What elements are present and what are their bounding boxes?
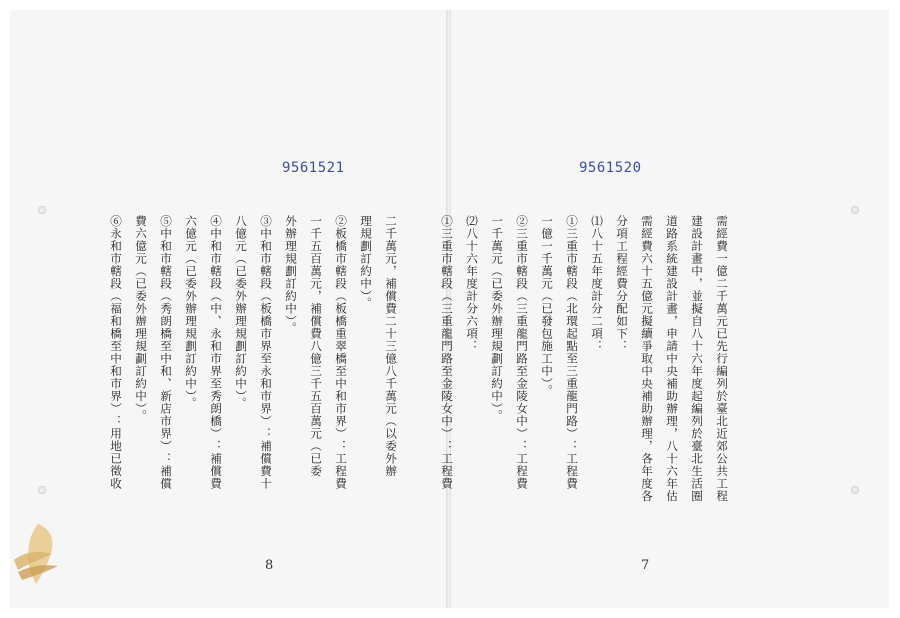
right-page (440, 10, 889, 608)
page-number: 7 (641, 558, 650, 573)
text-column: 二千萬元，補償費二十三億八千萬元（以委外辦 (384, 215, 398, 478)
binding-hole (851, 486, 859, 494)
text-column: 八億元（已委外辦理規劃訂約中）。 (234, 215, 248, 410)
left-page (10, 10, 449, 608)
text-column: ⑤中和市轄段（秀朗橋至中和、新店市界）：補償 (159, 215, 173, 490)
text-column: 六億元（已委外辦理規劃訂約中）。 (184, 215, 198, 410)
text-column: 一千五百萬元，補償費八億三千五百萬元（已委 (309, 215, 323, 478)
serial-number: 9561521 (282, 160, 345, 176)
text-column: ⑴八十五年度計分二項： (590, 215, 604, 353)
text-column: 理規劃訂約中）。 (359, 215, 373, 310)
text-column: 道路系統建設計畫，申請中央補助辦理，八十六年估 (665, 215, 679, 503)
text-column: ⑥永和市轄段（福和橋至中和市界）：用地已徵收 (109, 215, 123, 490)
text-column: ④中和市轄段（中、永和市界至秀朗橋）：補償費 (209, 215, 223, 490)
binding-hole (38, 486, 46, 494)
document-spread (10, 10, 888, 608)
text-column: ⑵八十六年度計分六項： (465, 215, 479, 353)
binding-hole (38, 206, 46, 214)
text-column: ①三重市轄段（北環起點至三重龍門路）：工程費 (565, 215, 579, 490)
serial-number: 9561520 (579, 160, 642, 176)
text-column: 需經費六十五億元擬續爭取中央補助辦理，各年度各 (640, 215, 654, 503)
text-column: ②三重市轄段（三重龍門路至金陵女中）：工程費 (515, 215, 529, 490)
text-column: ②板橋市轄段（板橋重翠橋至中和市界）：工程費 (334, 215, 348, 490)
archive-logo-icon (8, 520, 70, 590)
text-column: 建設計畫中，並擬自八十六年度起編列於臺北生活圈 (690, 215, 704, 503)
text-column: 一億一千萬元（已發包施工中）。 (540, 215, 554, 397)
text-column: 一千萬元（已委外辦理規劃訂約中）。 (490, 215, 504, 422)
text-column: 外辦理規劃訂約中）。 (284, 215, 298, 335)
page-number: 8 (265, 558, 274, 573)
text-column: 分項工程經費分配如下： (615, 215, 629, 353)
text-column: ③中和市轄段（板橋市界至永和市界）：補償費十 (259, 215, 273, 490)
text-column: 需經費一億二千萬元已先行編列於臺北近郊公共工程 (715, 215, 729, 503)
text-column: ①三重市轄段（三重龍門路至金陵女中）：工程費 (440, 215, 454, 490)
binding-hole (851, 206, 859, 214)
text-column: 費六億元（已委外辦理規劃訂約中）。 (134, 215, 148, 422)
